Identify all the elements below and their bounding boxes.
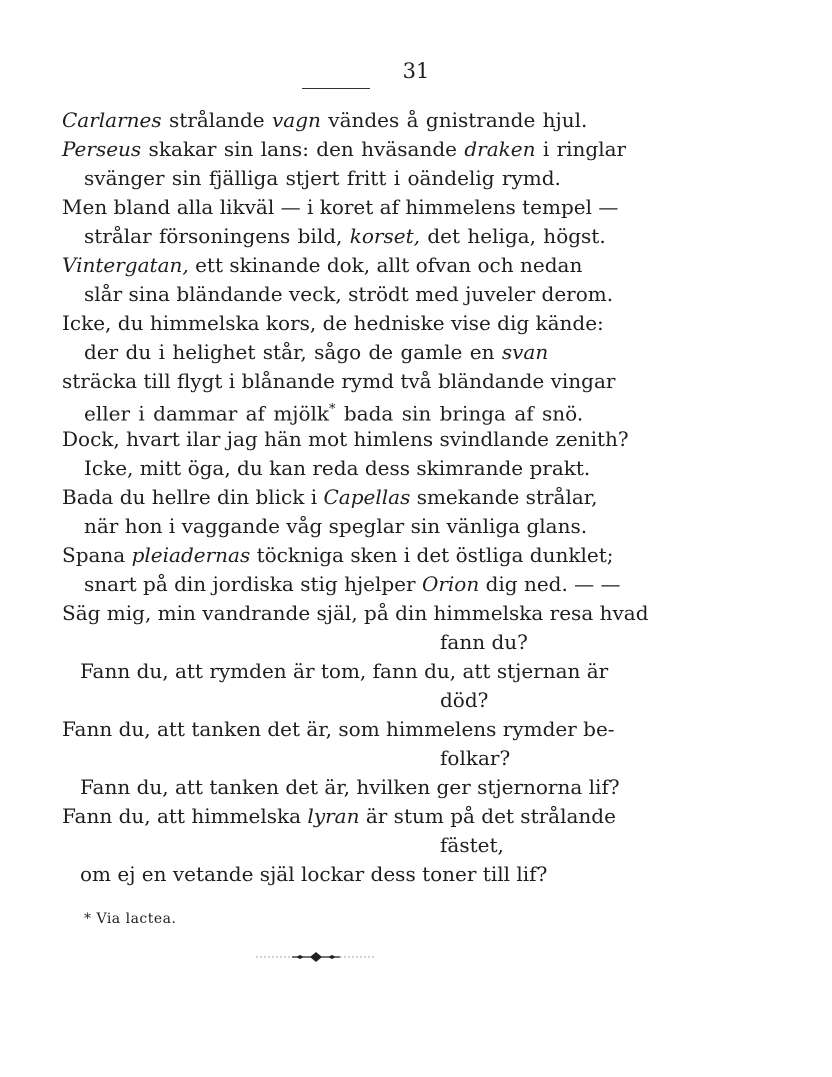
emphasis-text: pleiadernas [131, 543, 251, 567]
line-text: sträcka till flygt i blånande rymd två bländande vingar [62, 369, 616, 393]
emphasis-text: Vintergatan, [62, 253, 189, 277]
poem-line [62, 368, 615, 394]
line-text: Fann du, att tanken det är, hvilken ger stjernorna lif? [80, 775, 620, 799]
emphasis-text: Carlarnes [62, 108, 162, 132]
poem-line [84, 513, 587, 539]
line-text: svänger sin fjälliga stjert fritt i oändelig rymd. [84, 166, 561, 190]
line-text: der du i helighet står, sågo de gamle en [84, 340, 502, 364]
line-text: Fann du, att rymden är tom, fann du, att stjernan är [80, 659, 609, 683]
poem-line [62, 542, 614, 568]
line-text: Spana [62, 543, 132, 567]
line-text: ett skinande dok, allt ofvan och nedan [188, 253, 583, 277]
line-text: strålar försoningens bild, [84, 224, 350, 248]
poem-line [62, 426, 629, 452]
poem-line [84, 455, 590, 481]
poem-line [62, 252, 582, 278]
poem-line [62, 194, 618, 220]
line-text: fann du? [440, 630, 528, 654]
line-text: smekande strålar, [410, 485, 598, 509]
footnote: * Via lactea. [84, 911, 177, 927]
poem-line [440, 832, 504, 858]
line-text: dig ned. — — [479, 572, 621, 596]
line-text: slår sina bländande veck, strödt med juveler derom. [84, 282, 614, 306]
line-text: Men bland alla likväl — i koret af himmelens tempel — [62, 195, 619, 219]
line-text: Bada du hellre din blick i [62, 485, 324, 509]
poem-line [440, 629, 528, 655]
line-text: Icke, du himmelska kors, de hedniske vise dig kände: [62, 311, 604, 335]
line-text: töckniga sken i det östliga dunklet; [250, 543, 614, 567]
line-text: det heliga, högst. [419, 224, 606, 248]
line-text: när hon i vaggande våg speglar sin vänliga glans. [84, 514, 588, 538]
line-text: död? [440, 688, 489, 712]
page-number: 31 [402, 59, 430, 83]
poem-line [62, 484, 598, 510]
line-text: i ringlar [535, 137, 627, 161]
poem-line [62, 107, 587, 133]
poem-line [62, 600, 649, 626]
line-text: Dock, hvart ilar jag hän mot himlens svindlande zenith? [62, 427, 629, 451]
poem-line [440, 745, 510, 771]
emphasis-text: Orion [421, 572, 480, 596]
footnote-marker: * [329, 402, 336, 417]
header-rule [302, 88, 370, 89]
poem-line [80, 658, 608, 684]
emphasis-text: korset, [349, 224, 420, 248]
line-text: strålande [161, 108, 272, 132]
poem-line [84, 397, 583, 427]
poem-line [62, 803, 616, 829]
line-text: skakar sin lans: den hväsande [141, 137, 465, 161]
poem-line [84, 571, 621, 597]
emphasis-text: lyran [307, 804, 360, 828]
line-text: folkar? [440, 746, 511, 770]
line-text: vändes å gnistrande hjul. [320, 108, 588, 132]
line-text: Fann du, att tanken det är, som himmelens rymder be- [62, 717, 615, 741]
emphasis-text: draken [464, 137, 536, 161]
emphasis-text: Perseus [62, 137, 142, 161]
line-text: Icke, mitt öga, du kan reda dess skimrande prakt. [84, 456, 591, 480]
emphasis-text: Capellas [323, 485, 411, 509]
poem-line [440, 687, 488, 713]
poem-line [80, 861, 547, 887]
line-text: snart på din jordiska stig hjelper [84, 572, 422, 596]
poem-line [84, 165, 561, 191]
line-text: eller i dammar af mjölk [84, 401, 330, 426]
poem-line [62, 136, 626, 162]
poem-line [62, 716, 615, 742]
poem-line [62, 310, 604, 336]
line-text: är stum på det strålande [359, 804, 616, 828]
emphasis-text: svan [501, 340, 549, 364]
line-text: fästet, [440, 833, 504, 857]
ornament-divider-icon [256, 950, 376, 964]
line-text: Säg mig, min vandrande själ, på din himmelska resa hvad [62, 601, 649, 625]
poem-line [80, 774, 620, 800]
poem-line [84, 223, 606, 249]
poem-line [84, 339, 548, 365]
poem-line [84, 281, 613, 307]
line-text: Fann du, att himmelska [62, 804, 308, 828]
line-text: bada sin bringa af snö. [335, 401, 584, 426]
emphasis-text: vagn [272, 108, 321, 132]
line-text: om ej en vetande själ lockar dess toner till lif? [80, 862, 548, 886]
